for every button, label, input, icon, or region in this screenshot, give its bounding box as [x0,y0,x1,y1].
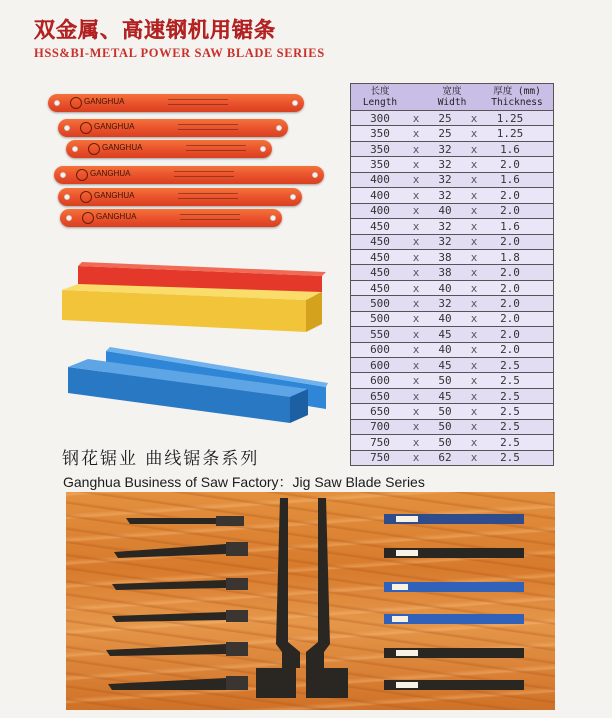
length-value: 650 [370,389,390,403]
separator: x [412,219,420,233]
width-value: 38 [438,266,452,280]
table-cell [351,219,554,234]
thickness-value: 2.5 [500,435,520,449]
width-value: 32 [438,142,452,156]
width-value: 62 [438,451,452,465]
table-cell [351,188,554,203]
table-cell [351,311,554,326]
thickness-value: 2.5 [500,420,520,434]
separator: x [470,158,478,172]
thickness-value: 2.5 [500,358,520,372]
power-blade [54,166,324,184]
header-cell [351,84,554,111]
width-value: 50 [438,435,452,449]
width-value: 38 [438,250,452,264]
width-value: 50 [438,420,452,434]
length-value: 450 [370,235,390,249]
jig-section-title-english: Ganghua Business of Saw Factory：Jig Saw Blade Series [63,474,425,490]
width-value: 25 [438,127,452,141]
ganghua-logo-icon [70,97,82,109]
power-blade [58,188,302,206]
thickness-value: 1.6 [500,219,520,233]
table-cell [351,404,554,419]
table-row [351,342,554,357]
separator: x [470,111,478,125]
blade-brand: GANGHUA [94,191,135,200]
separator: x [470,188,478,202]
width-value: 45 [438,327,452,341]
length-value: 450 [370,250,390,264]
separator: x [470,327,478,341]
blue-square-bars [64,345,330,427]
table-cell [351,234,554,249]
table-row [351,141,554,156]
thickness-header-en: Thickness [491,97,543,108]
thickness-value: 1.25 [496,127,524,141]
ganghua-logo-icon [82,212,94,224]
length-value: 600 [370,374,390,388]
separator: x [470,420,478,434]
separator: x [470,235,478,249]
table-row [351,203,554,218]
length-value: 450 [370,266,390,280]
width-value: 32 [438,296,452,310]
separator: x [470,142,478,156]
separator: x [412,188,420,202]
length-value: 650 [370,405,390,419]
length-header-en: Length [362,97,398,108]
length-value: 450 [370,281,390,295]
length-value: 300 [370,111,390,125]
width-value: 40 [438,312,452,326]
separator: x [412,158,420,172]
length-value: 450 [370,219,390,233]
table-cell [351,249,554,264]
separator: x [470,405,478,419]
width-value: 32 [438,173,452,187]
ganghua-logo-icon [88,143,100,155]
length-header-cn: 长度 [370,86,390,97]
thickness-value: 2.0 [500,158,520,172]
ganghua-logo-icon [80,191,92,203]
width-header-en: Width [437,97,467,108]
thickness-value: 1.6 [500,142,520,156]
table-cell [351,157,554,172]
power-blade [60,209,282,227]
length-value: 750 [370,435,390,449]
length-value: 350 [370,127,390,141]
thickness-value: 1.6 [500,173,520,187]
thickness-value: 1.8 [500,250,520,264]
length-value: 400 [370,204,390,218]
width-value: 32 [438,188,452,202]
separator: x [412,266,420,280]
separator: x [470,312,478,326]
length-value: 700 [370,420,390,434]
separator: x [412,204,420,218]
separator: x [470,358,478,372]
separator: x [470,343,478,357]
thickness-value: 2.0 [500,343,520,357]
jig-blade-display-panel [66,492,555,710]
separator: x [470,296,478,310]
table-cell [351,342,554,357]
spec-table [350,83,554,466]
thickness-value: 2.0 [500,204,520,218]
table-row [351,419,554,434]
blade-brand: GANGHUA [102,143,143,152]
blade-brand: GANGHUA [84,97,125,106]
table-header-row [351,84,554,111]
thickness-value: 2.5 [500,405,520,419]
width-value: 32 [438,158,452,172]
width-value: 40 [438,281,452,295]
separator: x [412,127,420,141]
red-yellow-square-bars [60,262,328,338]
separator: x [412,451,420,465]
page-title-chinese: 双金属、高速钢机用锯条 [34,18,276,42]
separator: x [470,374,478,388]
separator: x [412,420,420,434]
table-row [351,219,554,234]
page-title-english: HSS&BI-METAL POWER SAW BLADE SERIES [34,46,325,60]
jig-section-title-chinese: 钢花锯业 曲线锯条系列 [62,449,260,469]
separator: x [412,358,420,372]
separator: x [470,451,478,465]
table-row [351,311,554,326]
table-row [351,388,554,403]
blade-brand: GANGHUA [94,122,135,131]
ganghua-logo-icon [80,122,92,134]
separator: x [412,173,420,187]
table-row [351,404,554,419]
separator: x [470,219,478,233]
table-cell [351,111,554,126]
separator: x [412,343,420,357]
thickness-value: 2.0 [500,266,520,280]
separator: x [412,435,420,449]
power-blade [66,140,272,158]
table-row [351,280,554,295]
width-value: 45 [438,358,452,372]
table-row [351,249,554,264]
table-cell [351,373,554,388]
thickness-value: 2.0 [500,188,520,202]
length-value: 400 [370,173,390,187]
length-value: 500 [370,296,390,310]
width-value: 50 [438,405,452,419]
table-cell [351,450,554,465]
width-value: 40 [438,343,452,357]
width-header-cn: 宽度 [442,86,462,97]
table-row [351,157,554,172]
blade-brand: GANGHUA [96,212,137,221]
separator: x [412,296,420,310]
separator: x [412,111,420,125]
thickness-value: 2.0 [500,312,520,326]
separator: x [412,142,420,156]
jig-blades-illustration [66,492,555,710]
table-cell [351,419,554,434]
length-value: 600 [370,343,390,357]
table-row [351,358,554,373]
separator: x [412,312,420,326]
length-value: 550 [370,327,390,341]
table-row [351,111,554,126]
width-value: 32 [438,219,452,233]
length-value: 500 [370,312,390,326]
table-cell [351,126,554,141]
separator: x [412,235,420,249]
table-cell [351,280,554,295]
separator: x [412,389,420,403]
thickness-value: 2.0 [500,281,520,295]
table-row [351,450,554,465]
separator: x [470,389,478,403]
thickness-value: 1.25 [496,111,524,125]
table-row [351,373,554,388]
width-value: 50 [438,374,452,388]
thickness-value: 2.0 [500,235,520,249]
separator: x [470,266,478,280]
power-blade [58,119,288,137]
separator: x [470,173,478,187]
table-cell [351,141,554,156]
width-value: 40 [438,204,452,218]
table-row [351,126,554,141]
table-cell [351,265,554,280]
length-value: 400 [370,188,390,202]
separator: x [470,204,478,218]
separator: x [470,250,478,264]
separator: x [412,250,420,264]
table-cell [351,296,554,311]
table-row [351,435,554,450]
width-value: 45 [438,389,452,403]
length-value: 350 [370,142,390,156]
length-value: 750 [370,451,390,465]
width-value: 32 [438,235,452,249]
thickness-value: 2.5 [500,389,520,403]
separator: x [412,281,420,295]
power-blade [48,94,304,112]
blade-brand: GANGHUA [90,169,131,178]
table-row [351,172,554,187]
separator: x [470,435,478,449]
table-cell [351,435,554,450]
table-row [351,265,554,280]
width-value: 25 [438,111,452,125]
table-cell [351,172,554,187]
separator: x [412,374,420,388]
table-row [351,296,554,311]
table-row [351,234,554,249]
thickness-value: 2.5 [500,451,520,465]
thickness-value: 2.5 [500,374,520,388]
thickness-value: 2.0 [500,296,520,310]
length-value: 350 [370,158,390,172]
separator: x [412,405,420,419]
separator: x [470,281,478,295]
thickness-value: 2.0 [500,327,520,341]
table-row [351,188,554,203]
ganghua-logo-icon [76,169,88,181]
thickness-header-cn: 厚度 (mm) [493,86,541,97]
table-cell [351,358,554,373]
separator: x [412,327,420,341]
table-row [351,327,554,342]
separator: x [470,127,478,141]
length-value: 600 [370,358,390,372]
table-cell [351,327,554,342]
table-cell [351,388,554,403]
table-cell [351,203,554,218]
